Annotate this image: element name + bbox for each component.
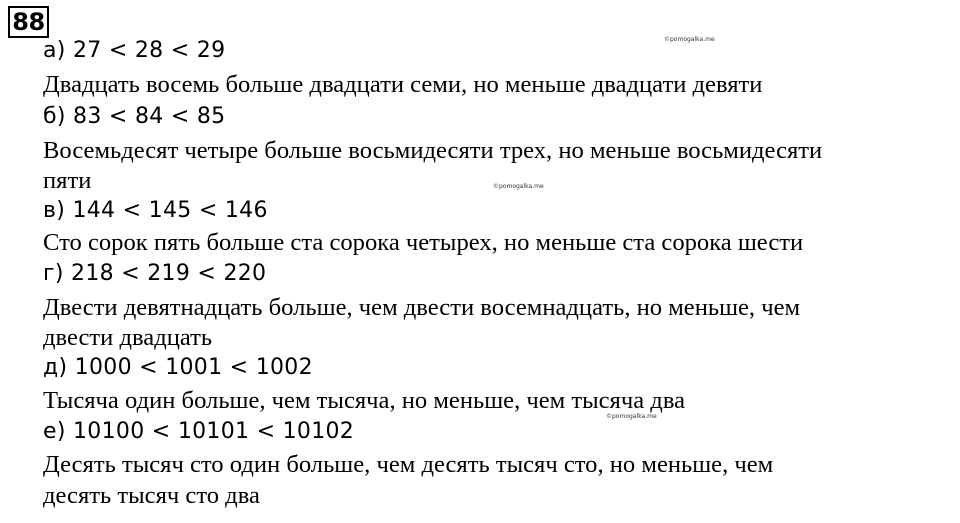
answer-b-line-2: пяти — [43, 167, 92, 194]
equation-a: а) 27 < 28 < 29 — [43, 38, 226, 63]
answer-a-line-1: Двадцать восемь больше двадцати семи, но меньше двадцати девяти — [43, 71, 763, 98]
answer-v-line-1: Сто сорок пять больше ста сорока четырех, но меньше ста сорока шести — [43, 229, 804, 256]
watermark-3: ©pomogalka.me — [606, 413, 657, 420]
equation-e: е) 10100 < 10101 < 10102 — [43, 419, 355, 444]
equation-v: в) 144 < 145 < 146 — [43, 198, 268, 223]
answer-e-line-1: Десять тысяч сто один больше, чем десять тысяч сто, но меньше, чем — [43, 451, 774, 478]
problem-number-badge: 88 — [8, 6, 49, 38]
watermark-1: ©pomogalka.me — [664, 36, 715, 43]
equation-d: д) 1000 < 1001 < 1002 — [43, 355, 313, 380]
watermark-2: ©pomogalka.me — [493, 183, 544, 190]
equation-g: г) 218 < 219 < 220 — [43, 261, 267, 286]
answer-e-line-2: десять тысяч сто два — [43, 482, 260, 509]
answer-g-line-1: Двести девятнадцать больше, чем двести восемнадцать, но меньше, чем — [43, 294, 801, 321]
answer-g-line-2: двести двадцать — [43, 324, 213, 351]
answer-b-line-1: Восемьдесят четыре больше восьмидесяти трех, но меньше восьмидесяти — [43, 137, 823, 164]
answer-d-line-1: Тысяча один больше, чем тысяча, но меньше, чем тысяча два — [43, 387, 686, 414]
equation-b: б) 83 < 84 < 85 — [43, 104, 226, 129]
